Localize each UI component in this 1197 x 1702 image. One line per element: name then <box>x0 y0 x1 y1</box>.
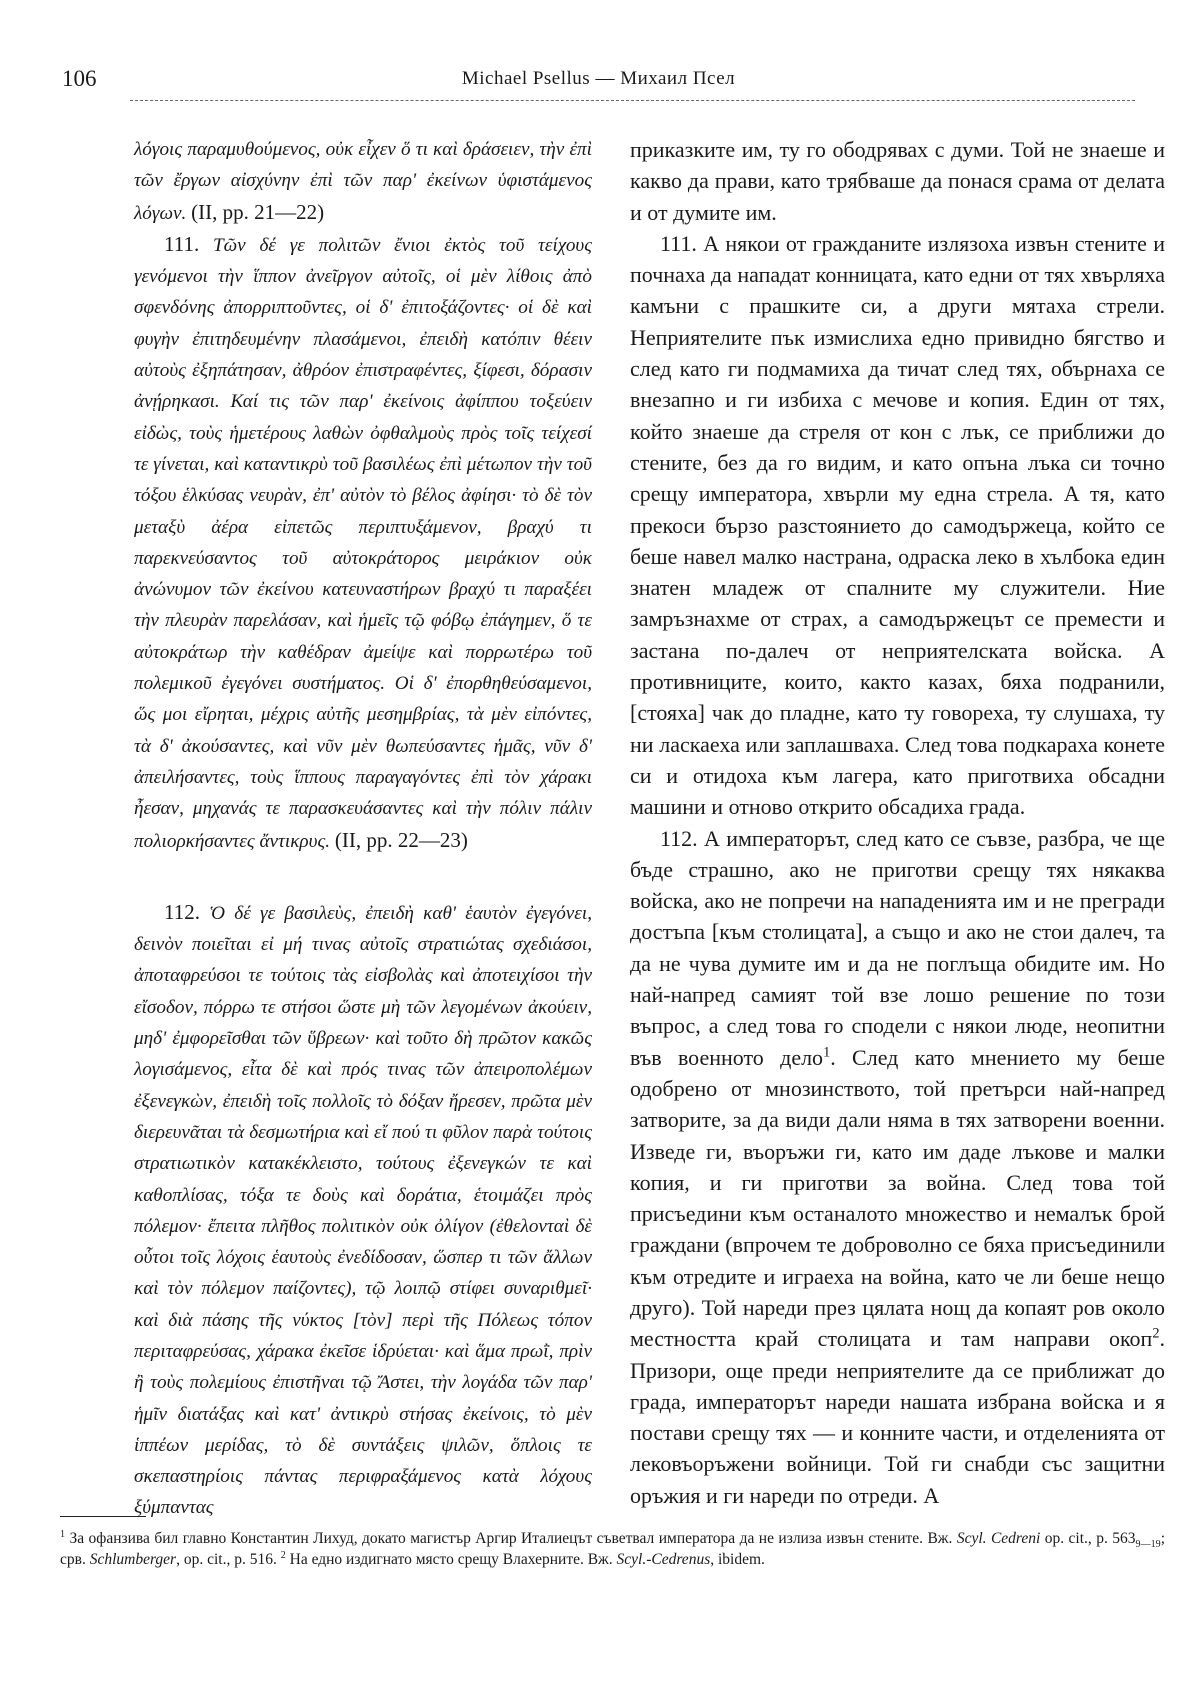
bulgarian-text: . След като мнението му беше одобрено от мнозинството, той претърси най-напред затворите, за да види дали няма в тях затворени военни. Изведе ги, въоръжи ги, като им даде лъкове и малки копия, и ги приготви за война. След това той присъедини към останалото множество и немалък брой граждани (впрочем те доброволно се бяха присъединили към отредите и играеха на война, като че ли беше нещо друго). Той нареди през цялата нощ да копаят ров около местността край столицата и там направи окоп <box>630 1044 1165 1352</box>
citation-ref: (II, pp. 21—22) <box>191 199 325 224</box>
citation-ref: (II, pp. 22—23) <box>334 827 468 852</box>
greek-paragraph-110-end <box>134 134 592 229</box>
footnote-text: ; срв. <box>60 1530 1166 1568</box>
bulgarian-text: А някои от гражданите излязоха извън стените и почнаха да нападат конницата, като едни от тях хвърляха камъни с прашките си, а други мятаха стрели. Неприятелите пък измислиха едно привидно бягство и след като ги подмамиха да тичат след тях, обърнаха се внезапно и ги избиха с мечове и копия. Един от тях, който знаеше да стреля от кон с лък, се приближи до стените, без да го видим, и като опъна лъка си точно срещу императора, хвърли му една стрела. А тя, като прекоси бързо разстоянието до самодържеца, който се беше навел малко настрана, одраска леко в хълбока един знатен младеж от спалните му служители. Ние замръзнахме от страх, а самодържецът се премести и застана по-далеч от неприятелската войска. А противниците, които, както казах, бяха подранили, [стояха] чак до пладне, като ту говореха, ту слушаха, ту ни ласкаеха или заплашваха. След това подкараха конете си и отидоха към лагера, като приготвиха обсадни машини и отново открито обсадиха града. <box>630 230 1166 820</box>
bulgarian-text: . Призори, още преди неприятелите да се приближат до града, императорът нареди нашата избрана войска и я постави срещу тях — и конните части, и отделенията от лековъоръжени войници. Той ги снабди със защитни оръжия и ги нареди по отреди. А <box>630 1326 1165 1508</box>
section-number: 111. <box>164 231 200 256</box>
header-rule <box>130 100 1135 101</box>
section-number: 111. <box>660 230 697 256</box>
greek-text: Τῶν δέ γε πολιτῶν ἔνιοι ἐκτὸς τοῦ τείχους γενόμενοι τὴν ἵππον ἀνεῖργον αὐτοῖς, οἱ μὲν λίθοις ἀπὸ σφενδόνης ἀπορριπτοῦντες, οἱ δ' ἐπιτοξάζοντες· οἱ δὲ καὶ φυγὴν ἐπιτηδευμένην πλασάμενοι, ἐπειδὴ κατόπιν θέειν αὐτοὺς ἐξηπάτησαν, ἀθρόον ἐπιστραφέντες, ξίφεσι, δόρασιν ἀνῄρηκασι. Καί τις τῶν παρ' ἐκείνοις ἀφίππου τοξεύειν εἰδὼς, τοὺς ἡμετέρους λαθὼν ὀφθαλμοὺς πρὸς τοῖς τείχεσί τε γίνεται, καὶ καταντικρὺ τοῦ βασιλέως ἐπὶ μέτωπον τὴν τοῦ τόξου ἑλκύσας νευρὰν, ἐπ' αὐτὸν τὸ βέλος ἀφίησι· τὸ δὲ τὸν μεταξὺ ἀέρα εἰπετῶς περιπτυξάμενον, βραχύ τι παρεκνεύσαντος τοῦ αὐτοκράτορος μειράκιον οὐκ ἀνώνυμον τῶν ἐκείνου κατευναστήρων βραχύ τι παραξέει τὴν πλευρὰν παρελάσαν, καὶ ἡμεῖς τῷ φόβῳ ἐπάγημεν, ὅ τε αὐτοκράτωρ τὴν καθέδραν ἀμείψε καὶ πορρωτέρω τοῦ πολεμικοῦ ἐγεγόνει συστήματος. Οἱ δ' ἐπορθηθεύσαμενοι, ὥς μοι εἴρηται, μέχρις αὐτῆς μεσημβρίας, τὰ μὲν εἰπόντες, τὰ δ' ἀκούσαντες, καὶ νῦν μὲν θωπεύσαντες ἡμᾶς, νῦν δ' ἀπειλήσαντες, τοὺς ἵππους παραγαγόντες ἐπὶ τὸν χάρακι ἦεσαν, μηχανάς τε παρασκευάσαντες καὶ τὴν πόλιν πάλιν πολιορκήσαντες ἄντικρυς. <box>134 234 593 852</box>
page-number: 106 <box>62 66 97 91</box>
footnote-italic: Schlumberger <box>89 1551 177 1568</box>
section-number: 112. <box>660 825 698 851</box>
footnote-rule <box>60 1516 146 1517</box>
footnote-number: 2 <box>280 1549 286 1561</box>
footnote-marker: 1 <box>823 1044 831 1061</box>
footnote-text: За офанзива бил главно Константин Лихуд, докато магистър Аргир Италиецът съветвал императора да не излиза извън стените. Вж. <box>69 1530 953 1547</box>
footnote-marker: 2 <box>1152 1325 1160 1342</box>
paragraph-gap <box>134 857 592 897</box>
bulgarian-column <box>630 134 1165 1511</box>
footnote-italic: Scyl. Cedreni <box>956 1530 1041 1547</box>
footnote-text: , ibidem. <box>710 1551 765 1568</box>
greek-text: λόγοις παραμυθούμενος, οὐκ εἶχεν ὅ τι καὶ δράσειεν, τὴν ἐπὶ τῶν ἔργων αἰσχύνην ἐπὶ τῶν παρ' ἐκείνων ὑφιστάμενος λόγων. <box>134 139 592 224</box>
footnote-text: op. cit., p. 563 <box>1044 1530 1136 1547</box>
greek-text: Ὁ δέ γε βασιλεὺς, ἐπειδὴ καθ' ἑαυτὸν ἐγεγόνει, δεινὸν ποιεῖται εἰ μή τινας αὐτοῖς στρατιώτας σχεδιάσοι, ἀποταφρεύσοι τε τούτοις τὰς εἰσβολὰς καὶ ἀποτειχίσοι τὴν εἴσοδον, πόρρω τε στήσοι ὥστε μὴ τῶν λεγομένων ἀκούειν, μηδ' ἐμφορεῖσθαι τῶν ὕβρεων· καὶ τοῦτο δὴ πρῶτον κακῶς λογισάμενος, εἶτα δὲ καὶ πρός τινας τῶν ἀπειροπολέμων ἐξενεγκὼν, ἐπειδὴ τοῖς πολλοῖς τὸ δόξαν ἤρεσεν, πρῶτα μὲν διερευνᾶται τὰ δεσμωτήρια καὶ εἴ πού τι φῦλον παρὰ τούτοις στρατιωτικὸν κατακέκλειστο, τούτους ἐξενεγκών τε καὶ καθοπλίσας, τόξα τε δοὺς καὶ δοράτια, ἑτοιμάζει πρὸς πόλεμον· ἔπειτα πλῆθος πολιτικὸν οὐκ ὀλίγον (ἐθελονταὶ δὲ οὗτοι τοῖς λόχοις ἑαυτοὺς ἐνεδίδοσαν, ὥσπερ τι τῶν ἄλλων καὶ τὸν πόλεμον παίζοντες), τῷ λοιπῷ στίφει συναριθμεῖ· καὶ διὰ πάσης τῆς νύκτος [τὸν] περὶ τῆς Πόλεως τόπον περιταφρεύσας, χάρακα ἐκεῖσε ἱδρύεται· καὶ ἅμα πρωῒ, πρὶν ἢ τοὺς πολεμίους ἐπιστῆναι τῷ Ἄστει, τὴν λογάδα τῶν παρ' ἡμῖν διατάξας καὶ κατ' ἀντικρὺ στήσας ἐκείνοις, τὸ μὲν ἱππέων μερίδας, τὸ δὲ συντάξεις ψιλῶν, ὅπλοις τε σκεπαστηρίοις πάντας περιφραξάμενος κατὰ λόχους ξύμπαντας <box>134 902 592 1519</box>
footnote-text: На едно издигнато място срещу Влахерните. Вж. <box>289 1551 613 1568</box>
bulgarian-paragraph-112 <box>630 823 1165 1512</box>
section-number: 112. <box>164 899 200 924</box>
footnote-number: 1 <box>60 1528 66 1540</box>
footnote-1 <box>60 1528 1165 1570</box>
footnotes <box>60 1528 1165 1570</box>
running-head: Michael Psellus — Михаил Псел <box>461 68 736 89</box>
bulgarian-text: А императорът, след като се съвзе, разбра, че ще бъде страшно, ако не приготви срещу тях някаква войска, ако не попречи на нападенията им и не прегради достъпа [към столицата], а също и ако не стои далеч, та да не чува думите им и да не поглъща обидите им. Но най-напред самият той взе лошо решение по този въпрос, а след това го сподели с някои люде, неопитни във военното дело <box>630 825 1165 1070</box>
greek-column <box>134 134 592 1524</box>
bulgarian-paragraph-111 <box>630 228 1165 823</box>
bulgarian-paragraph-110-end: приказките им, ту го ободрявах с думи. Той не знаеше и какво да прави, като трябваше да понася срама от делата и от думите им. <box>630 137 1165 225</box>
footnote-italic: Scyl.-Cedrenus <box>616 1551 711 1568</box>
greek-paragraph-112 <box>134 897 592 1524</box>
greek-paragraph-111 <box>134 229 592 857</box>
footnote-text: , op. cit., p. 516. <box>176 1551 277 1568</box>
footnote-subscript: 9—19 <box>1135 1539 1161 1551</box>
